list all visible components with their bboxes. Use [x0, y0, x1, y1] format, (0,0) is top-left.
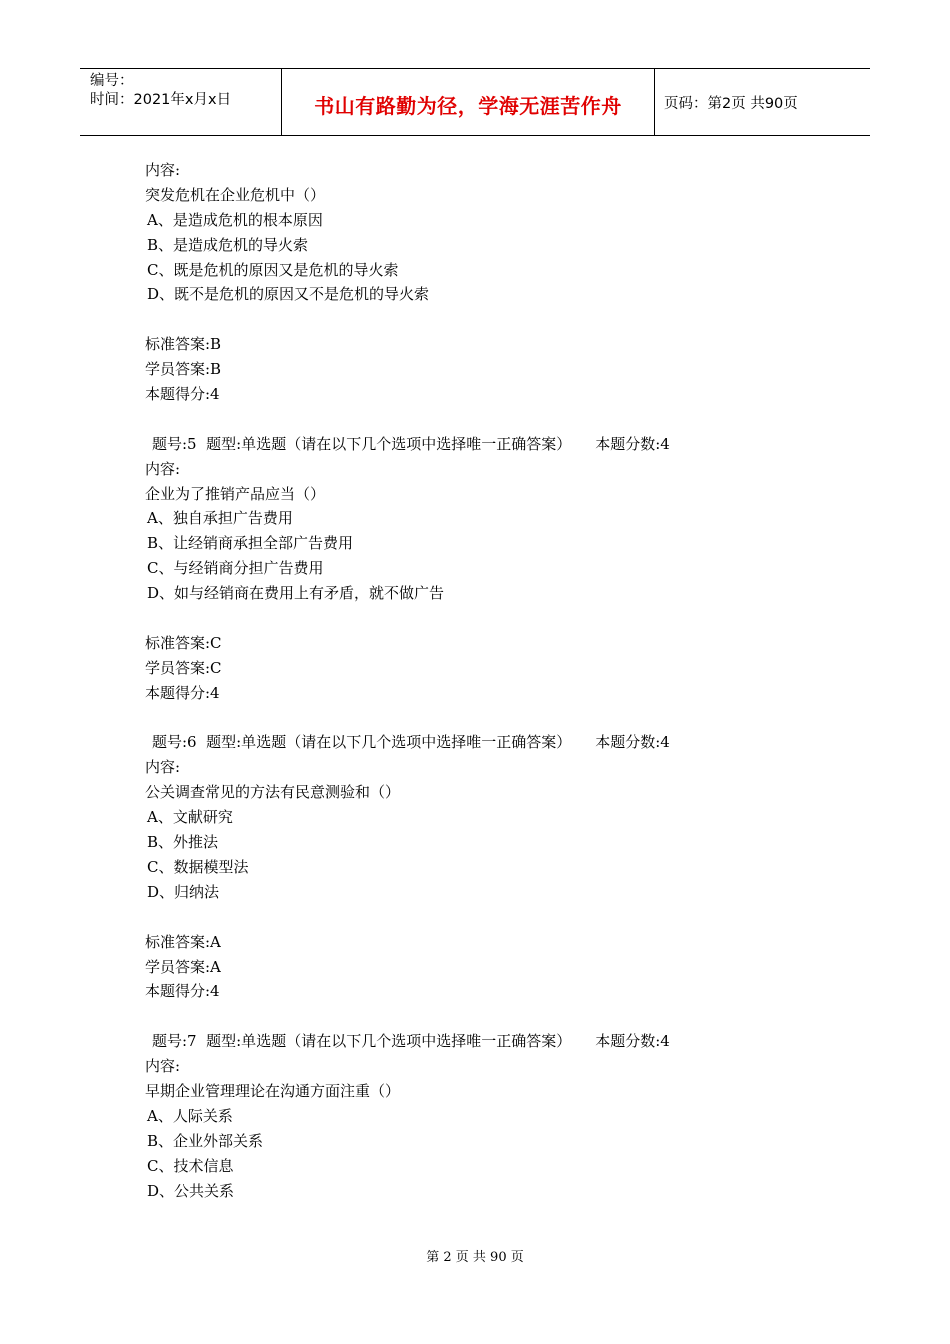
question-header: [145, 1029, 845, 1054]
question-meta: 题号:5 题型:单选题（请在以下几个选项中选择唯一正确答案）: [152, 434, 572, 453]
spacer: [145, 606, 845, 631]
question-score: 本题得分:4: [145, 982, 220, 1001]
option-c: C、技术信息: [147, 1156, 234, 1175]
question-block-5: [145, 432, 845, 731]
option-d: D、既不是危机的原因又不是危机的导火索: [147, 285, 430, 304]
option-a: A、独自承担广告费用: [147, 509, 293, 528]
question-points: 本题分数:4: [595, 733, 670, 752]
option-d: D、如与经销商在费用上有矛盾，就不做广告: [147, 584, 445, 603]
spacer: [145, 905, 845, 930]
header-page-info: 页码：第2页 共90页: [664, 96, 798, 112]
option-b: B、企业外部关系: [147, 1131, 264, 1150]
question-header: [145, 730, 845, 755]
code-label: 编号：: [90, 73, 134, 89]
question-text: 突发危机在企业危机中（）: [145, 185, 326, 204]
question-meta: 题号:6 题型:单选题（请在以下几个选项中选择唯一正确答案）: [152, 733, 572, 752]
spacer: [145, 1004, 845, 1029]
header-meta: [90, 72, 231, 110]
option-a: A、人际关系: [147, 1106, 233, 1125]
content-label: 内容:: [145, 1057, 181, 1076]
standard-answer: 标准答案:B: [145, 335, 222, 354]
header-divider-right: [654, 68, 655, 136]
content-label: 内容:: [145, 161, 181, 179]
option-c: C、既是危机的原因又是危机的导火索: [147, 260, 399, 279]
option-b: B、是造成危机的导火索: [147, 235, 309, 254]
spacer: [145, 307, 845, 332]
question-meta: 题号:7 题型:单选题（请在以下几个选项中选择唯一正确答案）: [152, 1032, 572, 1051]
question-header: [145, 432, 845, 457]
option-b: B、让经销商承担全部广告费用: [147, 534, 354, 553]
student-answer: 学员答案:C: [145, 658, 222, 677]
time-label: 时间：2021年x月x日: [90, 92, 232, 108]
option-a: A、是造成危机的根本原因: [147, 210, 323, 229]
content-label: 内容:: [145, 758, 181, 777]
header-motto: 书山有路勤为径，学海无涯苦作舟: [314, 94, 622, 118]
page-footer: 第 2 页 共 90 页: [426, 1250, 524, 1265]
question-block-6: [145, 730, 845, 1029]
question-block-7: [145, 1029, 845, 1203]
option-c: C、数据模型法: [147, 857, 249, 876]
option-d: D、归纳法: [147, 882, 220, 901]
option-d: D、公共关系: [147, 1181, 235, 1200]
question-score: 本题得分:4: [145, 683, 220, 702]
exam-content: [145, 158, 845, 1203]
spacer: [145, 706, 845, 731]
question-text: 早期企业管理理论在沟通方面注重（）: [145, 1081, 401, 1100]
question-block-4: [145, 158, 845, 432]
header-bottom-rule: [80, 135, 870, 136]
content-label: 内容:: [145, 459, 181, 478]
option-c: C、与经销商分担广告费用: [147, 559, 324, 578]
header-top-rule: [80, 68, 870, 69]
student-answer: 学员答案:B: [145, 360, 222, 379]
option-a: A、文献研究: [147, 808, 233, 827]
page-header: [80, 68, 870, 136]
question-points: 本题分数:4: [595, 1032, 670, 1051]
student-answer: 学员答案:A: [145, 957, 221, 976]
question-score: 本题得分:4: [145, 385, 220, 404]
option-b: B、外推法: [147, 833, 219, 852]
question-text: 企业为了推销产品应当（）: [145, 484, 326, 503]
spacer: [145, 407, 845, 432]
standard-answer: 标准答案:C: [145, 633, 222, 652]
question-text: 公关调查常见的方法有民意测验和（）: [145, 783, 401, 802]
question-points: 本题分数:4: [595, 434, 670, 453]
standard-answer: 标准答案:A: [145, 932, 221, 951]
